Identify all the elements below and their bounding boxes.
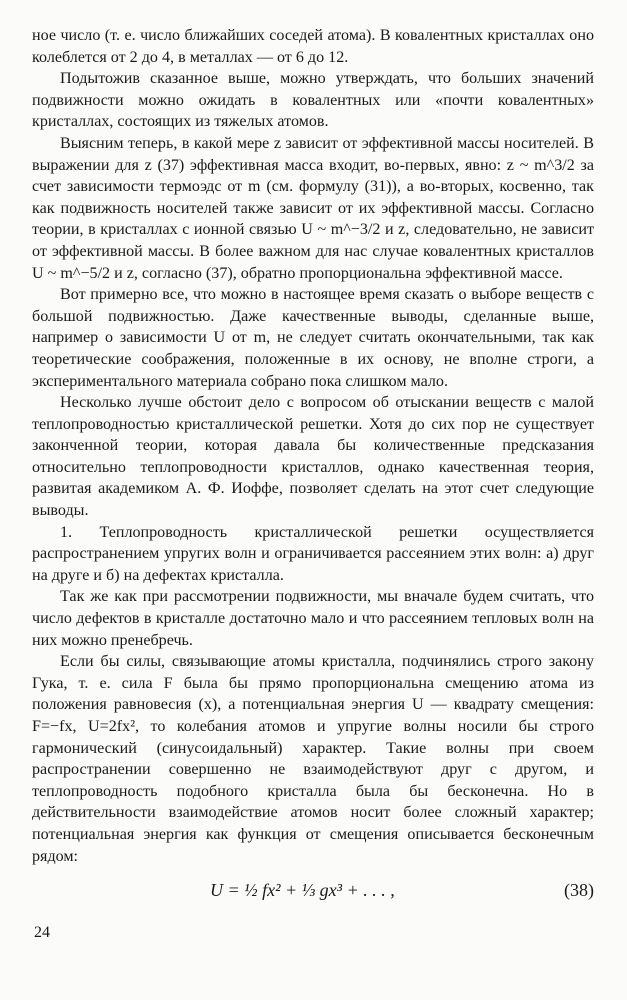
paragraph: Если бы силы, связывающие атомы кристалла, подчинялись строго закону Гука, т. е. сила F была бы прямо пропорциональна смещению атома из положения равновесия (x), а потенциальная энергия U — квадрату смещения: F=−fx, U=2fx², то колебания атомов и упругие волны носили бы строго гармонический (синусоидальный) характер. Такие волны при своем распространении совершенно не взаимодействуют друг с другом, и теплопроводность подобного кристалла была бы бесконечна. Но в действительности взаимодействие атомов носит более сложный характер; потенциальная энергия как функция от смещения описывается бесконечным рядом: — [32, 653, 594, 865]
paragraph: 1. Теплопроводность кристаллической решетки осуществляется распространением упругих волн и ограничивается рассеянием этих волн: а) друг на друге и б) на дефектах кристалла. — [32, 523, 594, 584]
equation-expression: U = ½ fx² + ⅓ gx³ + . . . , — [210, 880, 395, 900]
body-text — [32, 25, 594, 867]
paragraph: Подытожив сказанное выше, можно утверждать, что больших значений подвижности можно ожидать в ковалентных или «почти ковалентных» кристаллах, состоящих из тяжелых атомов. — [32, 70, 594, 131]
paragraph: Вот примерно все, что можно в настоящее время сказать о выборе веществ с большой подвижностью. Даже качественные выводы, сделанные выше, например о зависимости U от m, не следует считать окончательными, так как теоретические соображения, положенные в их основу, не вполне строги, а экспериментального материала собрано пока слишком мало. — [32, 286, 594, 390]
paragraph: Выясним теперь, в какой мере z зависит от эффективной массы носителей. В выражении для z (37) эффективная масса входит, во-первых, явно: z ~ m^3/2 за счет зависимости термоэдс от m (см. формулу (31)), а во-вторых, косвенно, так как подвижность носителей также зависит от их эффективной массы. Согласно теории, в кристаллах с ионной связью U ~ m^−3/2 и z, следовательно, не зависит от эффективной массы. В более важном для нас случае ковалентных кристаллов U ~ m^−5/2 и z, согласно (37), обратно пропорциональна эффективной массе. — [32, 134, 594, 282]
paragraph: Несколько лучше обстоит дело с вопросом об отыскании веществ с малой теплопроводностью кристаллической решетки. Хотя до сих пор не существует законченной теории, которая давала бы количественные предсказания относительно теплопроводности кристаллов, однако качественная теория, развитая академиком А. Ф. Иоффе, позволяет сделать на этот счет следующие выводы. — [32, 394, 594, 520]
equation-number: (38) — [564, 880, 594, 900]
paragraph: Так же как при рассмотрении подвижности, мы вначале будем считать, что число дефектов в кристалле достаточно мало и что рассеянием тепловых волн на них можно пренебречь. — [32, 588, 594, 649]
page-number: 24 — [34, 924, 50, 941]
equation-38 — [32, 878, 594, 912]
paragraph: ное число (т. е. число ближайших соседей атома). В ковалентных кристаллах оно колеблется от 2 до 4, в металлах — от 6 до 12. — [32, 27, 594, 66]
